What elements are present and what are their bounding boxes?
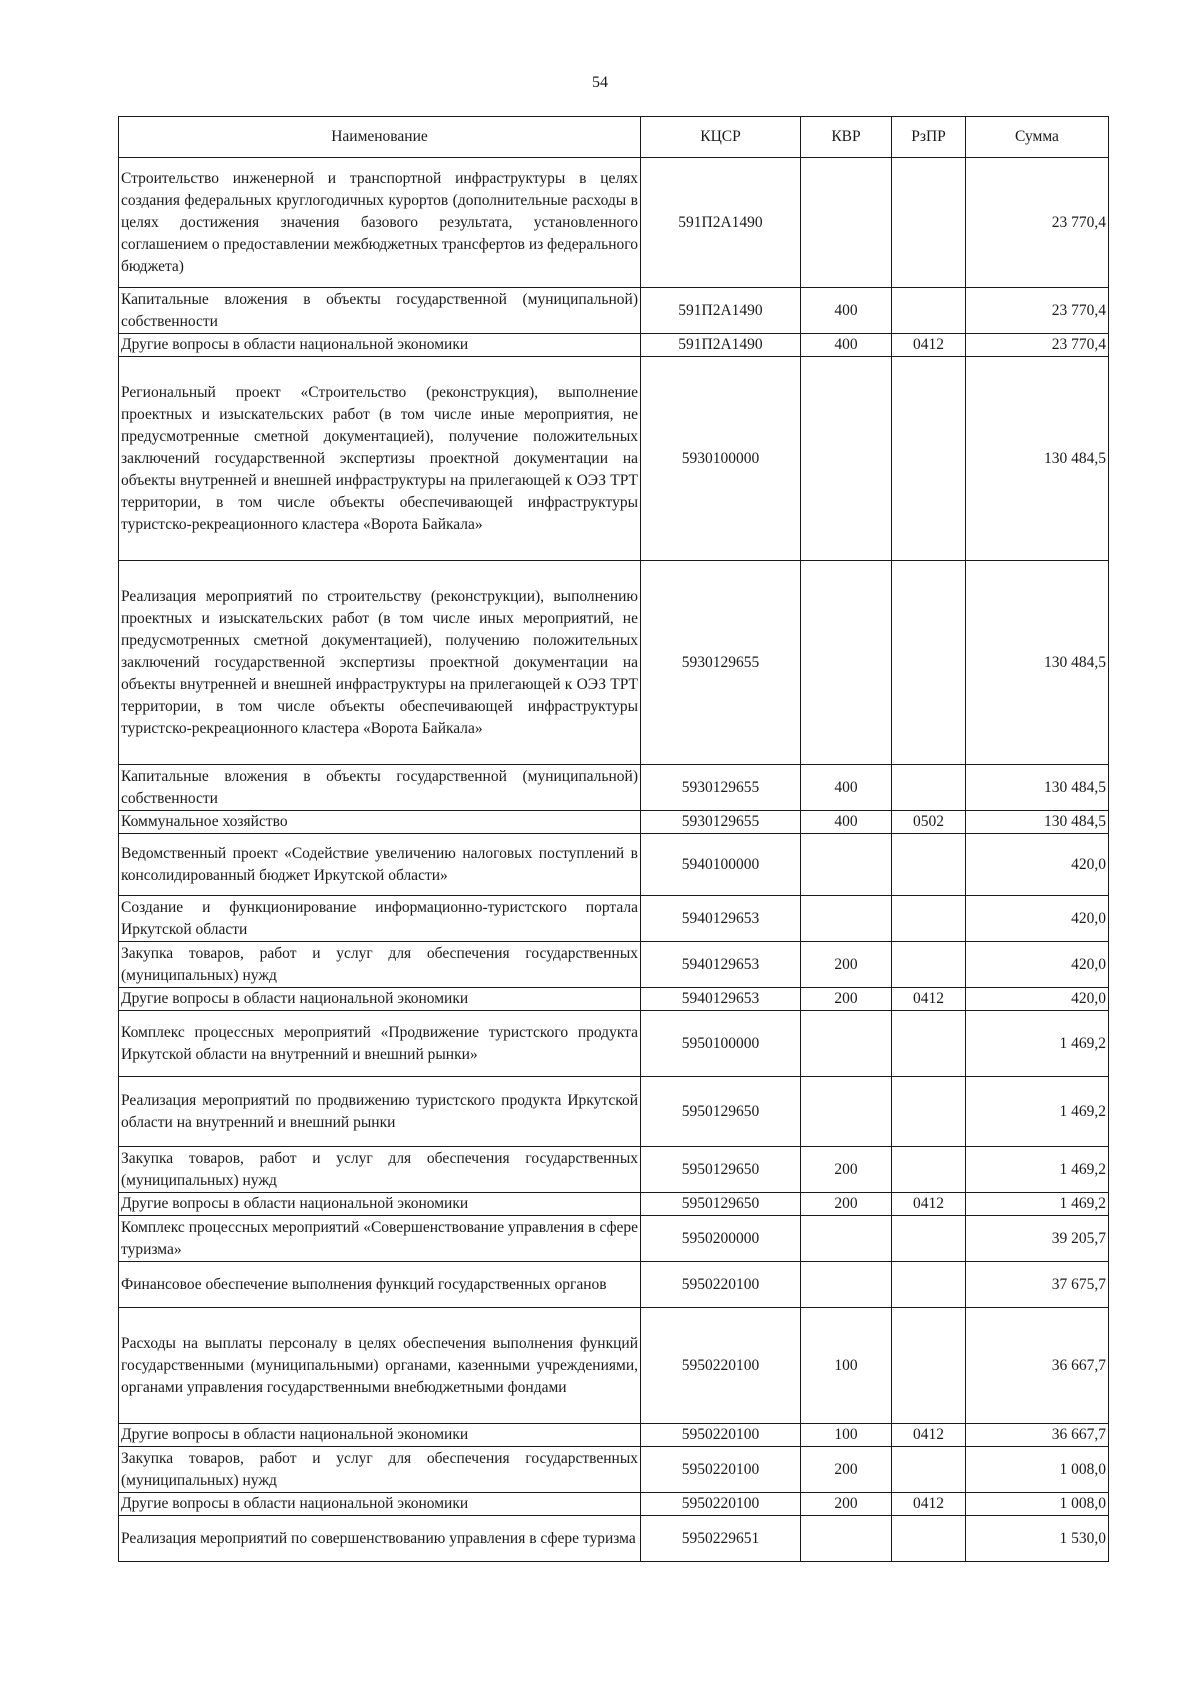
row-kcsr: 5940129653 [641,942,801,988]
row-name: Реализация мероприятий по совершенствованию управления в сфере туризма [119,1516,641,1562]
row-rzpr [892,1077,966,1147]
row-rzpr [892,942,966,988]
row-rzpr: 0412 [892,1493,966,1516]
row-kcsr: 591П2А1490 [641,158,801,288]
table-row [119,1447,1109,1493]
row-rzpr [892,288,966,334]
row-sum: 1 469,2 [966,1147,1109,1193]
row-name: Региональный проект «Строительство (реконструкция), выполнение проектных и изыскательских работ (в том числе иные мероприятия, не предусмотренные сметной документацией), получение положительных заключений государственной экспертизы проектной документации на объекты внутренней и внешней инфраструктуры на прилегающей к ОЭЗ ТРТ территории, в том числе объекты обеспечивающей инфраструктуры туристско-рекреационного кластера «Ворота Байкала» [119,357,641,561]
row-name: Капитальные вложения в объекты государственной (муниципальной) собственности [119,288,641,334]
row-kvr [801,561,892,765]
row-kcsr: 5940129653 [641,988,801,1011]
table-row [119,1011,1109,1077]
row-sum: 420,0 [966,834,1109,896]
row-name: Другие вопросы в области национальной экономики [119,1424,641,1447]
row-kvr [801,357,892,561]
table-row [119,1216,1109,1262]
row-kcsr: 5950220100 [641,1424,801,1447]
row-sum: 1 530,0 [966,1516,1109,1562]
row-sum: 39 205,7 [966,1216,1109,1262]
row-kcsr: 5950220100 [641,1308,801,1424]
row-sum: 420,0 [966,942,1109,988]
header-name: Наименование [119,117,641,158]
row-sum: 130 484,5 [966,357,1109,561]
table-row [119,334,1109,357]
row-kvr: 100 [801,1308,892,1424]
row-name: Другие вопросы в области национальной экономики [119,1193,641,1216]
row-rzpr [892,1011,966,1077]
row-name: Расходы на выплаты персоналу в целях обеспечения выполнения функций государственными (муниципальными) органами, казенными учреждениями, органами управления государственными внебюджетными фондами [119,1308,641,1424]
row-kvr: 100 [801,1424,892,1447]
row-name: Закупка товаров, работ и услуг для обеспечения государственных (муниципальных) нужд [119,1147,641,1193]
row-name: Создание и функционирование информационно-туристского портала Иркутской области [119,896,641,942]
row-sum: 1 469,2 [966,1011,1109,1077]
table-row [119,942,1109,988]
table-row [119,1147,1109,1193]
table-row [119,357,1109,561]
header-sum: Сумма [966,117,1109,158]
row-rzpr: 0412 [892,1424,966,1447]
row-name: Комплекс процессных мероприятий «Продвижение туристского продукта Иркутской области на внутренний и внешний рынки» [119,1011,641,1077]
row-name: Ведомственный проект «Содействие увеличению налоговых поступлений в консолидированный бюджет Иркутской области» [119,834,641,896]
row-kcsr: 5950129650 [641,1147,801,1193]
row-rzpr: 0412 [892,1193,966,1216]
row-kvr [801,896,892,942]
budget-table [118,116,1109,1562]
row-kvr: 400 [801,334,892,357]
row-kcsr: 5930129655 [641,561,801,765]
row-name: Другие вопросы в области национальной экономики [119,988,641,1011]
row-rzpr: 0502 [892,811,966,834]
table-row [119,1424,1109,1447]
row-name: Капитальные вложения в объекты государственной (муниципальной) собственности [119,765,641,811]
header-rzpr: РзПР [892,117,966,158]
row-kvr [801,834,892,896]
row-sum: 1 469,2 [966,1077,1109,1147]
row-kcsr: 591П2А1490 [641,288,801,334]
row-name: Другие вопросы в области национальной экономики [119,1493,641,1516]
row-kcsr: 5950220100 [641,1262,801,1308]
row-kvr: 400 [801,811,892,834]
table-row [119,811,1109,834]
header-kcsr: КЦСР [641,117,801,158]
table-row [119,834,1109,896]
table-row [119,765,1109,811]
row-name: Другие вопросы в области национальной экономики [119,334,641,357]
row-kvr: 200 [801,1493,892,1516]
table-row [119,1262,1109,1308]
row-rzpr [892,1147,966,1193]
row-sum: 23 770,4 [966,288,1109,334]
table-row [119,988,1109,1011]
table-row [119,1308,1109,1424]
table-row [119,561,1109,765]
table-row [119,896,1109,942]
row-kcsr: 5950220100 [641,1493,801,1516]
header-kvr: КВР [801,117,892,158]
row-rzpr [892,1262,966,1308]
row-kcsr: 5950200000 [641,1216,801,1262]
row-kvr [801,1077,892,1147]
row-kvr: 200 [801,1147,892,1193]
row-kvr [801,1516,892,1562]
row-sum: 1 008,0 [966,1447,1109,1493]
row-kcsr: 5950100000 [641,1011,801,1077]
row-rzpr [892,896,966,942]
row-rzpr [892,1516,966,1562]
row-kvr [801,1216,892,1262]
row-kvr: 400 [801,765,892,811]
row-kcsr: 5950220100 [641,1447,801,1493]
row-kcsr: 5930129655 [641,765,801,811]
row-rzpr [892,158,966,288]
row-name: Финансовое обеспечение выполнения функций государственных органов [119,1262,641,1308]
row-rzpr [892,1216,966,1262]
row-kcsr: 5940100000 [641,834,801,896]
table-row [119,288,1109,334]
row-rzpr: 0412 [892,334,966,357]
row-kvr: 400 [801,288,892,334]
row-kvr: 200 [801,1447,892,1493]
row-rzpr [892,765,966,811]
row-sum: 36 667,7 [966,1308,1109,1424]
row-sum: 420,0 [966,896,1109,942]
row-kvr [801,1011,892,1077]
row-kcsr: 5930100000 [641,357,801,561]
row-kcsr: 5940129653 [641,896,801,942]
row-kcsr: 5950129650 [641,1077,801,1147]
row-name: Реализация мероприятий по продвижению туристского продукта Иркутской области на внутренний и внешний рынки [119,1077,641,1147]
row-name: Реализация мероприятий по строительству (реконструкции), выполнению проектных и изыскательских работ (в том числе иных мероприятий, не предусмотренных сметной документацией), получению положительных заключений государственной экспертизы проектной документации на объекты внутренней и внешней инфраструктуры на прилегающей к ОЭЗ ТРТ территории, в том числе объекты обеспечивающей инфраструктуры туристско-рекреационного кластера «Ворота Байкала» [119,561,641,765]
page-number: 54 [592,74,608,91]
table-header-row [119,117,1109,158]
row-sum: 37 675,7 [966,1262,1109,1308]
row-rzpr [892,1308,966,1424]
table-row [119,1493,1109,1516]
table-row [119,1516,1109,1562]
row-rzpr: 0412 [892,988,966,1011]
row-sum: 420,0 [966,988,1109,1011]
row-kcsr: 5950229651 [641,1516,801,1562]
row-sum: 130 484,5 [966,811,1109,834]
row-sum: 23 770,4 [966,158,1109,288]
row-name: Закупка товаров, работ и услуг для обеспечения государственных (муниципальных) нужд [119,942,641,988]
row-rzpr [892,357,966,561]
row-sum: 23 770,4 [966,334,1109,357]
row-sum: 1 008,0 [966,1493,1109,1516]
row-sum: 1 469,2 [966,1193,1109,1216]
row-kvr: 200 [801,942,892,988]
row-kvr: 200 [801,1193,892,1216]
row-kcsr: 5950129650 [641,1193,801,1216]
row-kvr [801,158,892,288]
row-sum: 36 667,7 [966,1424,1109,1447]
row-sum: 130 484,5 [966,765,1109,811]
row-kcsr: 5930129655 [641,811,801,834]
row-kvr: 200 [801,988,892,1011]
row-rzpr [892,1447,966,1493]
row-name: Комплекс процессных мероприятий «Совершенствование управления в сфере туризма» [119,1216,641,1262]
row-name: Коммунальное хозяйство [119,811,641,834]
table-row [119,158,1109,288]
table-row [119,1077,1109,1147]
row-name: Строительство инженерной и транспортной инфраструктуры в целях создания федеральных круглогодичных курортов (дополнительные расходы в целях достижения значения базового результата, установленного соглашением о предоставлении межбюджетных трансфертов из федерального бюджета) [119,158,641,288]
row-sum: 130 484,5 [966,561,1109,765]
row-rzpr [892,834,966,896]
row-kcsr: 591П2А1490 [641,334,801,357]
table-row [119,1193,1109,1216]
row-kvr [801,1262,892,1308]
row-name: Закупка товаров, работ и услуг для обеспечения государственных (муниципальных) нужд [119,1447,641,1493]
row-rzpr [892,561,966,765]
